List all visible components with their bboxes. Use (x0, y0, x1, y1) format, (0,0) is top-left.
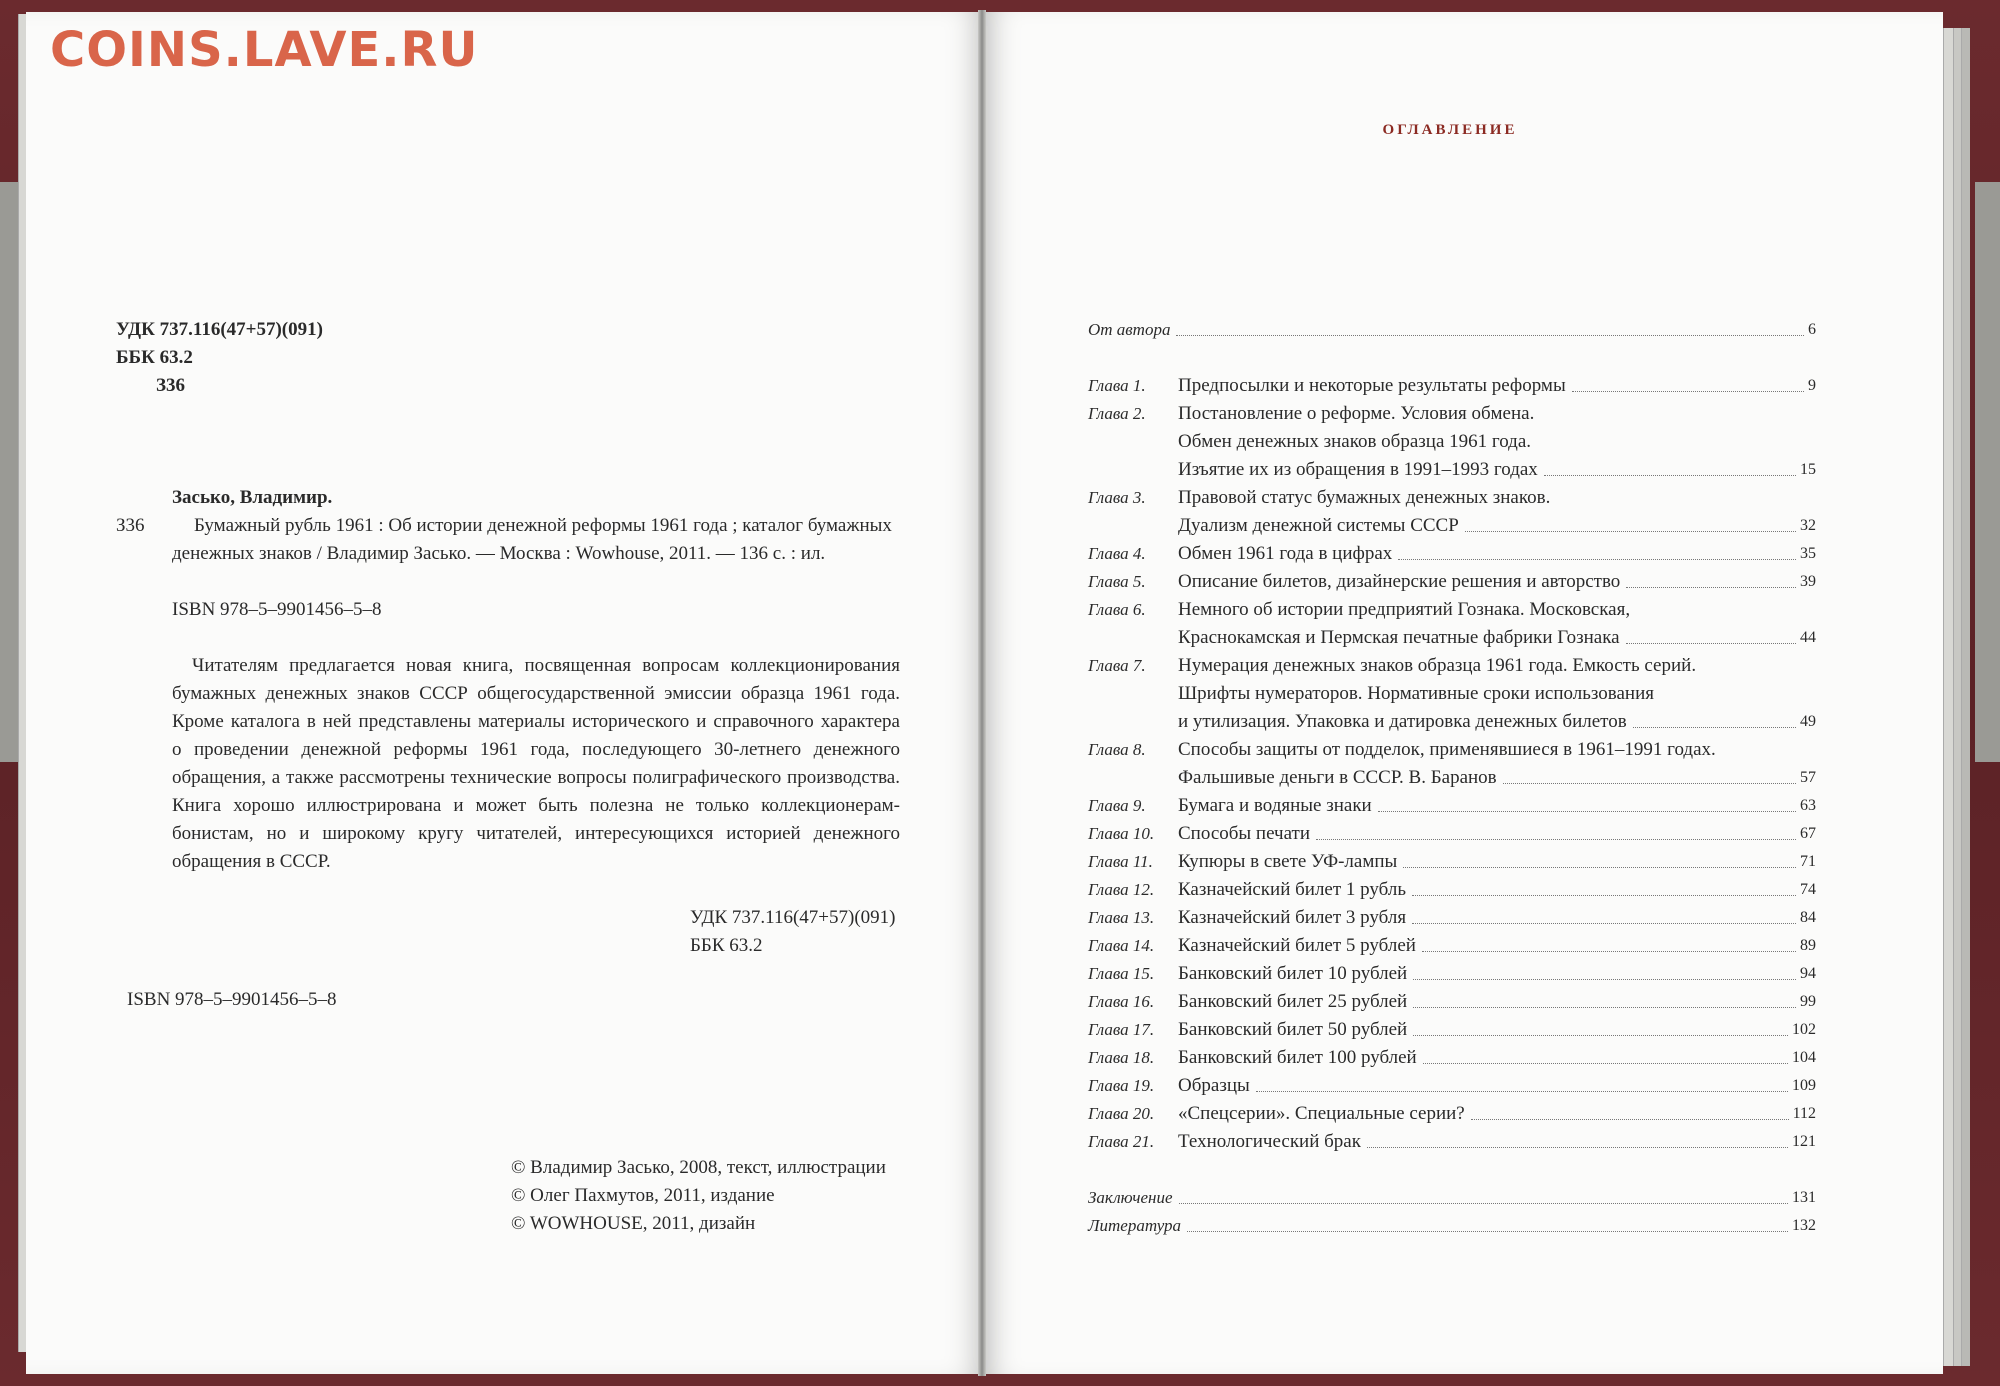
toc-row (1088, 596, 1816, 624)
toc-entry-title: Казначейский билет 1 рубль (1178, 879, 1406, 900)
toc-entry-title: Обмен денежных знаков образца 1961 года. (1178, 431, 1532, 452)
annotation-line: о проведении денежной реформы 1961 года, последующего 30-летнего денежного (172, 739, 900, 760)
annotation-line: Читателям предлагается новая книга, посвященная вопросам коллекционирования (192, 655, 900, 676)
toc-leader-dots (1403, 848, 1796, 868)
toc-entry-title: Литература (1088, 1216, 1182, 1235)
toc-chapter-label: Глава 18. (1088, 1048, 1155, 1067)
toc-entry-title: От автора (1088, 320, 1171, 339)
toc-page-number: 104 (1792, 1049, 1816, 1066)
udk-code-right: УДК 737.116(47+57)(091) (690, 907, 896, 928)
toc-page-number: 102 (1792, 1021, 1816, 1038)
toc-page-number: 99 (1800, 993, 1816, 1010)
toc-leader-dots (1179, 1184, 1788, 1204)
toc-entry-title: Банковский билет 10 рублей (1178, 963, 1408, 984)
toc-chapter-label: Глава 12. (1088, 880, 1155, 899)
toc-row (1088, 316, 1816, 344)
toc-row (1088, 1072, 1816, 1100)
toc-row (1088, 848, 1816, 876)
toc-page-number: 39 (1800, 573, 1816, 590)
toc-entry-title: Дуализм денежной системы СССР (1178, 515, 1459, 536)
copyright-line: © Олег Пахмутов, 2011, издание (511, 1185, 775, 1206)
page-edge (1961, 28, 1970, 1366)
toc-chapter-label: Глава 6. (1088, 600, 1146, 619)
toc-entry-title: Купюры в свете УФ-лампы (1178, 851, 1398, 872)
annotation-line: бонистам, но и широкому кругу читателей, интересующихся историей денежного (172, 823, 900, 844)
toc-page-number: 6 (1808, 321, 1816, 338)
toc-entry-title: Заключение (1088, 1188, 1173, 1207)
toc-page-number: 32 (1800, 517, 1816, 534)
toc-row (1088, 568, 1816, 596)
toc-page-number: 67 (1800, 825, 1816, 842)
toc-leader-dots (1412, 876, 1796, 896)
toc-chapter-label: Глава 2. (1088, 404, 1146, 423)
annotation-line: Кроме каталога в ней представлены материалы исторического и справочного характера (172, 711, 900, 732)
toc-row (1088, 512, 1816, 540)
book-gutter (978, 10, 986, 1376)
toc-row (1088, 484, 1816, 512)
toc-leader-dots (1176, 316, 1804, 336)
toc-entry-title: Банковский билет 50 рублей (1178, 1019, 1408, 1040)
toc-chapter-label: Глава 13. (1088, 908, 1155, 927)
toc-entry-title: Постановление о реформе. Условия обмена. (1178, 403, 1535, 424)
toc-page-number: 132 (1792, 1217, 1816, 1234)
toc-entry-title: Правовой статус бумажных денежных знаков. (1178, 487, 1551, 508)
toc-row (1088, 428, 1816, 456)
toc-leader-dots (1503, 764, 1796, 784)
toc-row (1088, 456, 1816, 484)
toc-entry-title: Бумага и водяные знаки (1178, 795, 1372, 816)
toc-page-number: 63 (1800, 797, 1816, 814)
toc-row (1088, 960, 1816, 988)
toc-leader-dots (1465, 512, 1796, 532)
toc-leader-dots (1398, 540, 1796, 560)
toc-page-number: 112 (1792, 1105, 1816, 1122)
toc-leader-dots (1626, 624, 1796, 644)
toc-page-number: 57 (1800, 769, 1816, 786)
watermark: COINS.LAVE.RU (50, 22, 479, 78)
copyright-line: © WOWHOUSE, 2011, дизайн (511, 1213, 756, 1234)
udk-code: УДК 737.116(47+57)(091) (116, 319, 323, 340)
toc-page-number: 109 (1792, 1077, 1816, 1094)
toc-row (1088, 400, 1816, 428)
toc-chapter-label: Глава 14. (1088, 936, 1155, 955)
toc-page-number: 49 (1800, 713, 1816, 730)
toc-chapter-label: Глава 11. (1088, 852, 1153, 871)
bibliographic-line: денежных знаков / Владимир Засько. — Москва : Wowhouse, 2011. — 136 с. : ил. (172, 543, 826, 564)
toc-entry-title: Нумерация денежных знаков образца 1961 года. Емкость серий. (1178, 655, 1697, 676)
annotation-line: обращения, а также рассмотрены технические вопросы полиграфического производства. (172, 767, 900, 788)
toc-leader-dots (1422, 932, 1796, 952)
toc-leader-dots (1471, 1100, 1789, 1120)
toc-row (1088, 372, 1816, 400)
toc-entry-title: Обмен 1961 года в цифрах (1178, 543, 1393, 564)
toc-page-number: 15 (1800, 461, 1816, 478)
toc-entry-title: Способы защиты от подделок, применявшиеся в 1961–1991 годах. (1178, 739, 1716, 760)
toc-entry-title: и утилизация. Упаковка и датировка денежных билетов (1178, 711, 1627, 732)
toc-entry-title: Описание билетов, дизайнерские решения и авторство (1178, 571, 1621, 592)
toc-chapter-label: Глава 19. (1088, 1076, 1155, 1095)
toc-row (1088, 904, 1816, 932)
toc-entry-title: Краснокамская и Пермская печатные фабрики Гознака (1178, 627, 1620, 648)
author-code: З36 (156, 375, 186, 396)
toc-chapter-label: Глава 1. (1088, 376, 1146, 395)
toc-row (1088, 540, 1816, 568)
toc-row (1088, 988, 1816, 1016)
toc-row (1088, 1128, 1816, 1156)
toc-leader-dots (1633, 708, 1796, 728)
toc-leader-dots (1413, 1016, 1788, 1036)
toc-chapter-label: Глава 15. (1088, 964, 1155, 983)
isbn: ISBN 978–5–9901456–5–8 (172, 599, 382, 620)
toc-entry-title: Казначейский билет 5 рублей (1178, 935, 1416, 956)
toc-page-number: 9 (1808, 377, 1816, 394)
toc-entry-title: Технологический брак (1178, 1131, 1361, 1152)
entry-code: З36 (116, 515, 145, 536)
toc-leader-dots (1423, 1044, 1788, 1064)
toc-leader-dots (1413, 960, 1796, 980)
toc-entry-title: Казначейский билет 3 рубля (1178, 907, 1407, 928)
toc-leader-dots (1413, 988, 1796, 1008)
toc-leader-dots (1544, 456, 1796, 476)
toc-row (1088, 1100, 1816, 1128)
toc-row (1088, 1184, 1816, 1212)
bbk-code: ББК 63.2 (116, 347, 193, 368)
toc-chapter-label: Глава 7. (1088, 656, 1146, 675)
toc-chapter-label: Глава 9. (1088, 796, 1146, 815)
toc-entry-title: Немного об истории предприятий Гознака. Московская, (1178, 599, 1631, 620)
toc-entry-title: Образцы (1178, 1075, 1250, 1096)
toc-leader-dots (1572, 372, 1804, 392)
toc-page-number: 121 (1792, 1133, 1816, 1150)
toc-page-number: 131 (1792, 1189, 1816, 1206)
toc-entry-title: Фальшивые деньги в СССР. В. Баранов (1178, 767, 1497, 788)
bibliographic-line: Бумажный рубль 1961 : Об истории денежной реформы 1961 года ; каталог бумажных (194, 515, 892, 536)
toc-row (1088, 820, 1816, 848)
toc-row (1088, 792, 1816, 820)
toc-row (1088, 1212, 1816, 1240)
annotation-line: обращения в СССР. (172, 851, 331, 872)
toc-chapter-label: Глава 16. (1088, 992, 1155, 1011)
annotation (172, 652, 900, 876)
toc-chapter-label: Глава 8. (1088, 740, 1146, 759)
toc-row (1088, 764, 1816, 792)
toc-leader-dots (1412, 904, 1796, 924)
toc-page-number: 94 (1800, 965, 1816, 982)
toc-row (1088, 1044, 1816, 1072)
toc-entry-title: Изъятие их из обращения в 1991–1993 годах (1178, 459, 1538, 480)
cover-band-right (1975, 182, 2000, 762)
toc-row (1088, 652, 1816, 680)
toc-chapter-label: Глава 5. (1088, 572, 1146, 591)
toc-page-number: 71 (1800, 853, 1816, 870)
isbn-bottom: ISBN 978–5–9901456–5–8 (127, 989, 337, 1010)
toc-row (1088, 708, 1816, 736)
toc-leader-dots (1626, 568, 1796, 588)
toc-row (1088, 680, 1816, 708)
author-name: Засько, Владимир. (172, 487, 333, 508)
toc-row (1088, 736, 1816, 764)
toc-chapter-label: Глава 3. (1088, 488, 1146, 507)
toc-row (1088, 1016, 1816, 1044)
toc-leader-dots (1378, 792, 1796, 812)
toc-row (1088, 932, 1816, 960)
toc-chapter-label: Глава 4. (1088, 544, 1146, 563)
toc-entry-title: Банковский билет 25 рублей (1178, 991, 1408, 1012)
toc-page-number: 84 (1800, 909, 1816, 926)
bbk-code-right: ББК 63.2 (690, 935, 763, 956)
toc-page-number: 35 (1800, 545, 1816, 562)
toc-leader-dots (1367, 1128, 1788, 1148)
toc-page-number: 74 (1800, 881, 1816, 898)
toc-title: ОГЛАВЛЕНИЕ (1382, 122, 1518, 138)
toc-entry-title: Способы печати (1178, 823, 1311, 844)
toc-leader-dots (1316, 820, 1796, 840)
toc-leader-dots (1256, 1072, 1788, 1092)
toc-chapter-label: Глава 10. (1088, 824, 1155, 843)
toc-entry-title: Шрифты нумераторов. Нормативные сроки использования (1178, 683, 1655, 704)
annotation-line: бумажных денежных знаков СССР общегосударственной эмиссии образца 1961 года. (172, 683, 900, 704)
toc-chapter-label: Глава 17. (1088, 1020, 1155, 1039)
toc-page-number: 89 (1800, 937, 1816, 954)
toc-chapter-label: Глава 20. (1088, 1104, 1155, 1123)
toc-chapter-label: Глава 21. (1088, 1132, 1155, 1151)
toc-row (1088, 624, 1816, 652)
copyright-line: © Владимир Засько, 2008, текст, иллюстрации (511, 1157, 886, 1178)
toc-page-number: 44 (1800, 629, 1816, 646)
toc-entry-title: Предпосылки и некоторые результаты реформы (1178, 375, 1566, 396)
toc-row (1088, 876, 1816, 904)
toc-entry-title: «Спецсерии». Специальные серии? (1178, 1103, 1465, 1124)
toc-leader-dots (1187, 1212, 1788, 1232)
toc-entry-title: Банковский билет 100 рублей (1178, 1047, 1417, 1068)
annotation-line: Книга хорошо иллюстрирована и может быть полезна не только коллекционерам- (172, 795, 900, 816)
